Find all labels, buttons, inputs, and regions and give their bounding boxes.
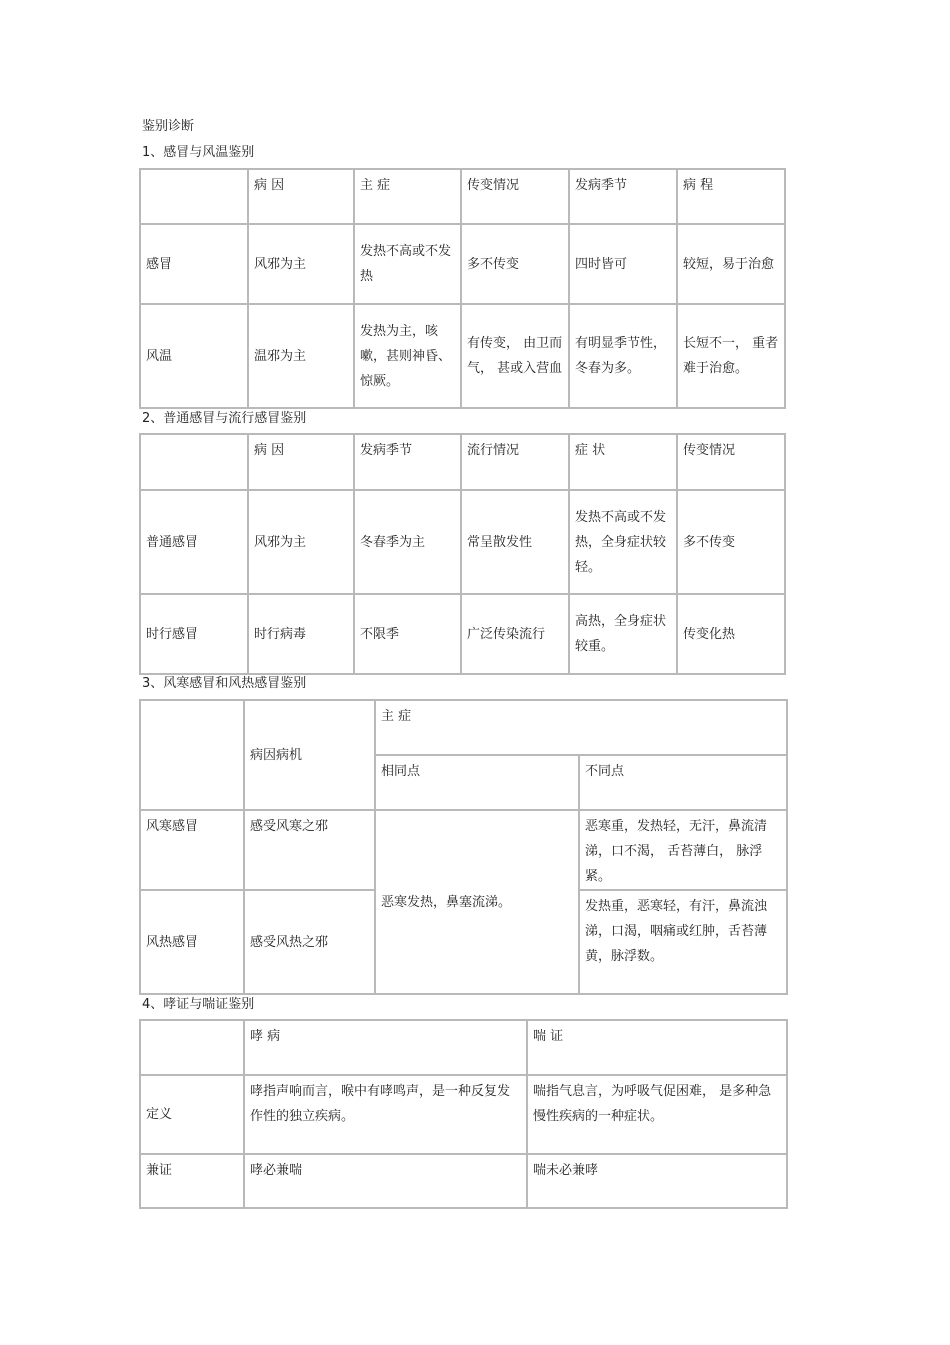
row-label: 兼证 [141, 1155, 245, 1209]
table-cell: 恶寒重，发热轻，无汗，鼻流清涕，口不渴， 舌苔薄白， 脉浮紧。 [580, 811, 788, 891]
row-label: 时行感冒 [141, 595, 249, 675]
header-cause: 病因病机 [245, 701, 376, 811]
table-cell: 长短不一， 重者难于治愈。 [678, 305, 786, 409]
table-cell: 风邪为主 [249, 491, 355, 595]
section-1-heading: 1、感冒与风温鉴别 [142, 145, 255, 160]
table-common-vs-epidemic-cold [139, 433, 786, 675]
table-cell: 多不传变 [462, 225, 570, 305]
table-cell: 常呈散发性 [462, 491, 570, 595]
table-cell: 较短，易于治愈 [678, 225, 786, 305]
header-cell: 病 程 [678, 170, 786, 225]
table-cell: 时行病毒 [249, 595, 355, 675]
table-header-row [141, 1021, 788, 1076]
page-title: 鉴别诊断 [142, 119, 195, 134]
header-cell: 发病季节 [355, 435, 462, 491]
table-cell: 哮必兼喘 [245, 1155, 528, 1209]
table-cell: 不限季 [355, 595, 462, 675]
table-row [141, 305, 786, 409]
table-header-row [141, 170, 786, 225]
row-label: 普通感冒 [141, 491, 249, 595]
header-cell [141, 170, 249, 225]
header-cell: 喘 证 [528, 1021, 788, 1076]
table-cell: 有明显季节性，冬春为多。 [570, 305, 678, 409]
header-diff: 不同点 [580, 756, 788, 811]
table-cell: 高热，全身症状较重。 [570, 595, 678, 675]
table-wheezing-vs-dyspnea [139, 1019, 788, 1209]
table-cell: 发热不高或不发热 [355, 225, 462, 305]
table-wind-cold-vs-wind-heat [139, 699, 788, 995]
table-cell: 喘未必兼哮 [528, 1155, 788, 1209]
header-cell: 流行情况 [462, 435, 570, 491]
section-3-heading: 3、风寒感冒和风热感冒鉴别 [142, 676, 307, 691]
table-row [141, 1155, 788, 1209]
header-cell: 传变情况 [678, 435, 786, 491]
header-main-symptom: 主 症 [376, 701, 788, 756]
header-cell: 传变情况 [462, 170, 570, 225]
table-row [141, 811, 788, 891]
table-cell: 哮指声响而言，喉中有哮鸣声，是一种反复发作性的独立疾病。 [245, 1076, 528, 1155]
header-cell: 病 因 [249, 170, 355, 225]
row-label: 定义 [141, 1076, 245, 1155]
section-2-heading: 2、普通感冒与流行感冒鉴别 [142, 411, 307, 426]
row-label: 风温 [141, 305, 249, 409]
table-cell: 多不传变 [678, 491, 786, 595]
header-same: 相同点 [376, 756, 580, 811]
header-cell: 主 症 [355, 170, 462, 225]
table-cell: 发热不高或不发热，全身症状较轻。 [570, 491, 678, 595]
table-cell: 四时皆可 [570, 225, 678, 305]
table-cold-vs-wind-warm [139, 168, 786, 409]
shared-symptom-cell: 恶寒发热，鼻塞流涕。 [376, 811, 580, 995]
table-cell: 传变化热 [678, 595, 786, 675]
row-label: 风热感冒 [141, 891, 245, 995]
table-row [141, 595, 786, 675]
table-row [141, 491, 786, 595]
header-cell [141, 435, 249, 491]
table-cell: 有传变， 由卫而气， 甚或入营血 [462, 305, 570, 409]
section-4-heading: 4、哮证与喘证鉴别 [142, 997, 255, 1012]
table-cell: 冬春季为主 [355, 491, 462, 595]
table-cell: 发热为主，咳嗽，甚则神昏、惊厥。 [355, 305, 462, 409]
header-cell-empty [141, 701, 245, 811]
row-label: 风寒感冒 [141, 811, 245, 891]
table-cell: 温邪为主 [249, 305, 355, 409]
table-cell: 广泛传染流行 [462, 595, 570, 675]
header-cell: 症 状 [570, 435, 678, 491]
table-cell: 喘指气息言，为呼吸气促困难， 是多种急慢性疾病的一种症状。 [528, 1076, 788, 1155]
table-cell: 感受风热之邪 [245, 891, 376, 995]
table-header-row [141, 435, 786, 491]
table-cell: 风邪为主 [249, 225, 355, 305]
table-header-row [141, 701, 788, 756]
table-cell: 感受风寒之邪 [245, 811, 376, 891]
header-cell: 哮 病 [245, 1021, 528, 1076]
table-row [141, 225, 786, 305]
header-cell: 发病季节 [570, 170, 678, 225]
row-label: 感冒 [141, 225, 249, 305]
table-row [141, 1076, 788, 1155]
header-cell: 病 因 [249, 435, 355, 491]
table-cell: 发热重，恶寒轻，有汗，鼻流浊涕，口渴，咽痛或红肿，舌苔薄黄，脉浮数。 [580, 891, 788, 995]
header-cell [141, 1021, 245, 1076]
